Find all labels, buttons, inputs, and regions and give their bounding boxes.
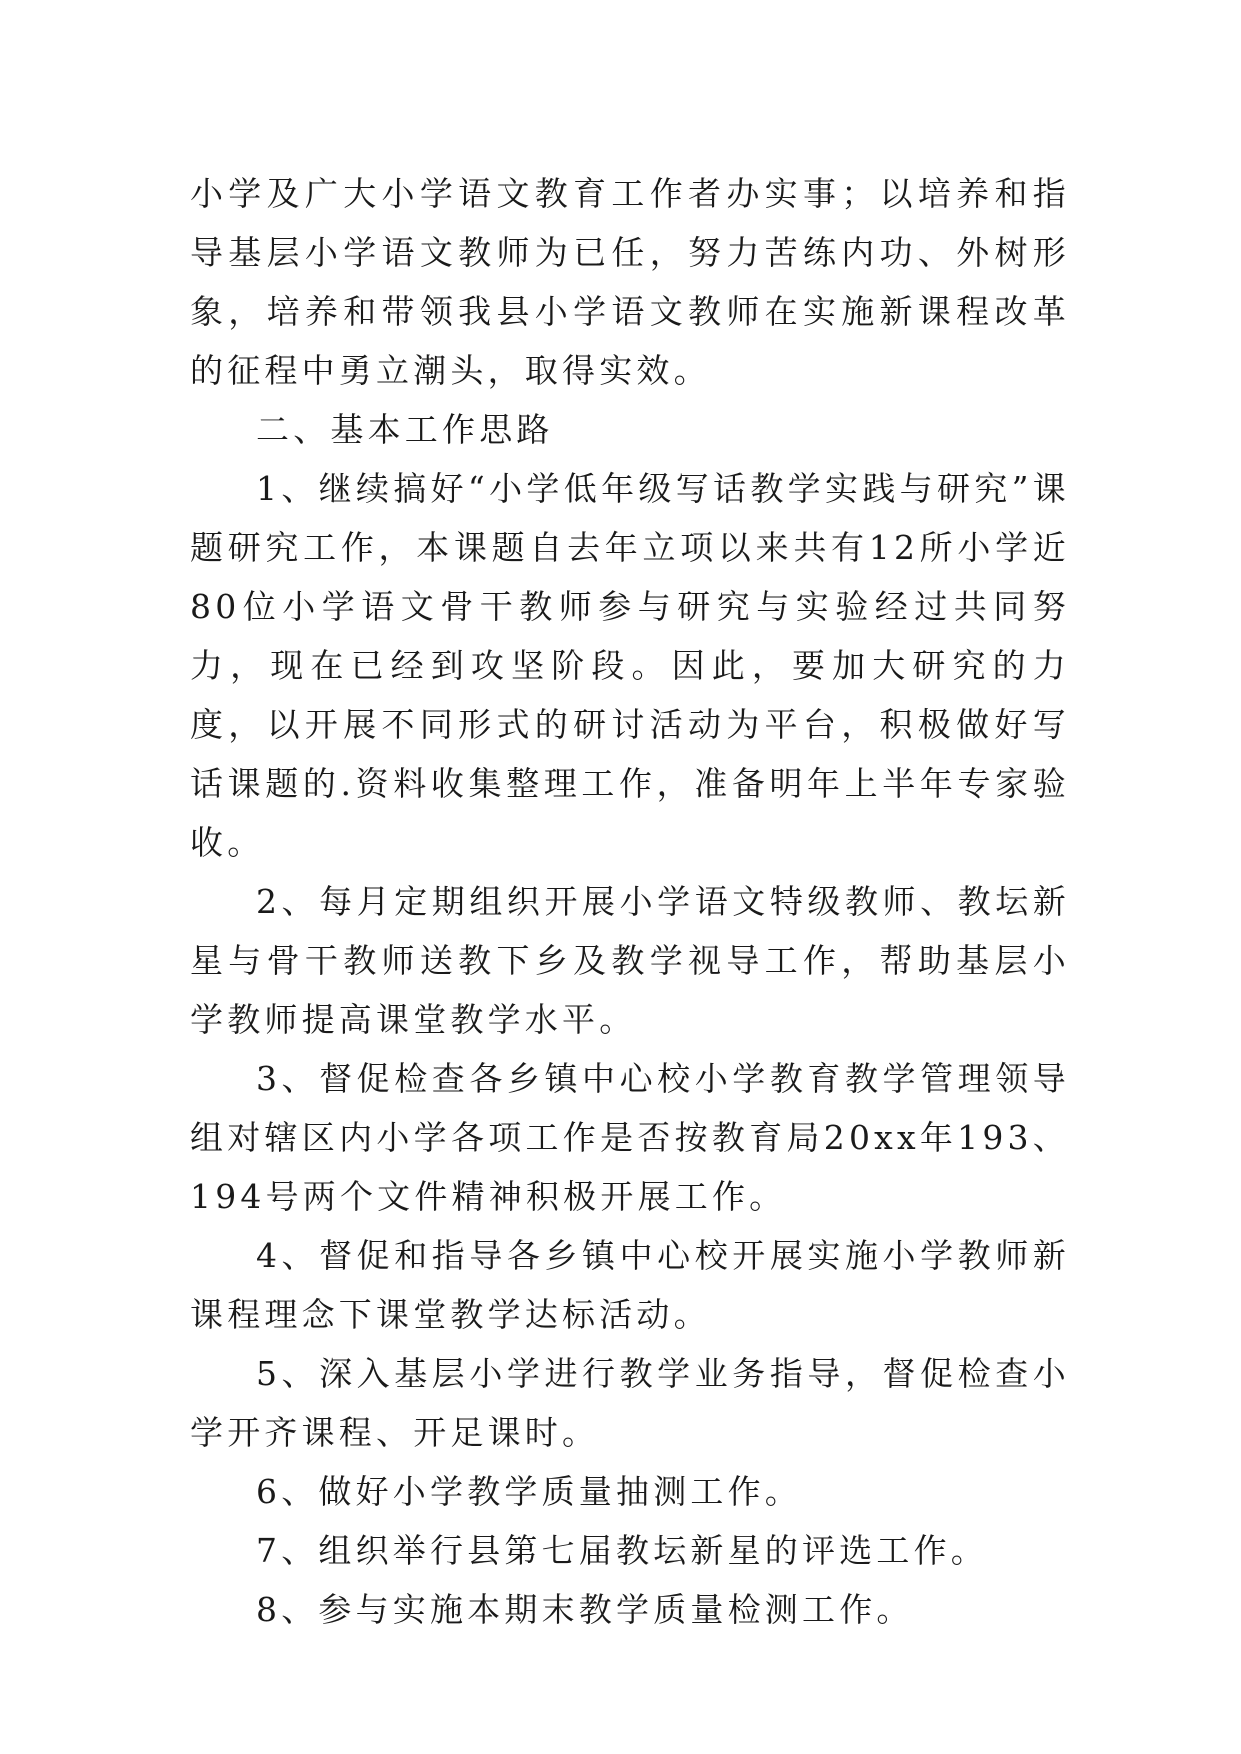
section-heading: 二、基本工作思路 — [256, 410, 554, 449]
list-item-3: 3、督促检查各乡镇中心校小学教育教学管理领导组对辖区内小学各项工作是否按教育局20xx年193、194号两个文件精神积极开展工作。 — [190, 1059, 1070, 1216]
list-item-1: 1、继续搞好“小学低年级写话教学实践与研究”课题研究工作，本课题自去年立项以来共有12所小学近80位小学语文骨干教师参与研究与实验经过共同努力，现在已经到攻坚阶段。因此，要加大研究的力度，以开展不同形式的研讨活动为平台，积极做好写话课题的.资料收集整理工作，准备明年上半年专家验收。 — [190, 469, 1070, 862]
paragraph-continuation: 小学及广大小学语文教育工作者办实事；以培养和指导基层小学语文教师为已任，努力苦练内功、外树形象，培养和带领我县小学语文教师在实施新课程改革的征程中勇立潮头，取得实效。 — [190, 174, 1070, 390]
list-item-4: 4、督促和指导各乡镇中心校开展实施小学教师新课程理念下课堂教学达标活动。 — [190, 1236, 1070, 1334]
list-item-2: 2、每月定期组织开展小学语文特级教师、教坛新星与骨干教师送教下乡及教学视导工作，帮助基层小学教师提高课堂教学水平。 — [190, 882, 1070, 1039]
document-body — [190, 164, 1070, 1639]
list-item-6: 6、做好小学教学质量抽测工作。 — [256, 1472, 802, 1511]
list-item-8: 8、参与实施本期末教学质量检测工作。 — [256, 1590, 914, 1629]
list-item-7: 7、组织举行县第七届教坛新星的评选工作。 — [256, 1531, 988, 1570]
list-item-5: 5、深入基层小学进行教学业务指导，督促检查小学开齐课程、开足课时。 — [190, 1354, 1070, 1452]
